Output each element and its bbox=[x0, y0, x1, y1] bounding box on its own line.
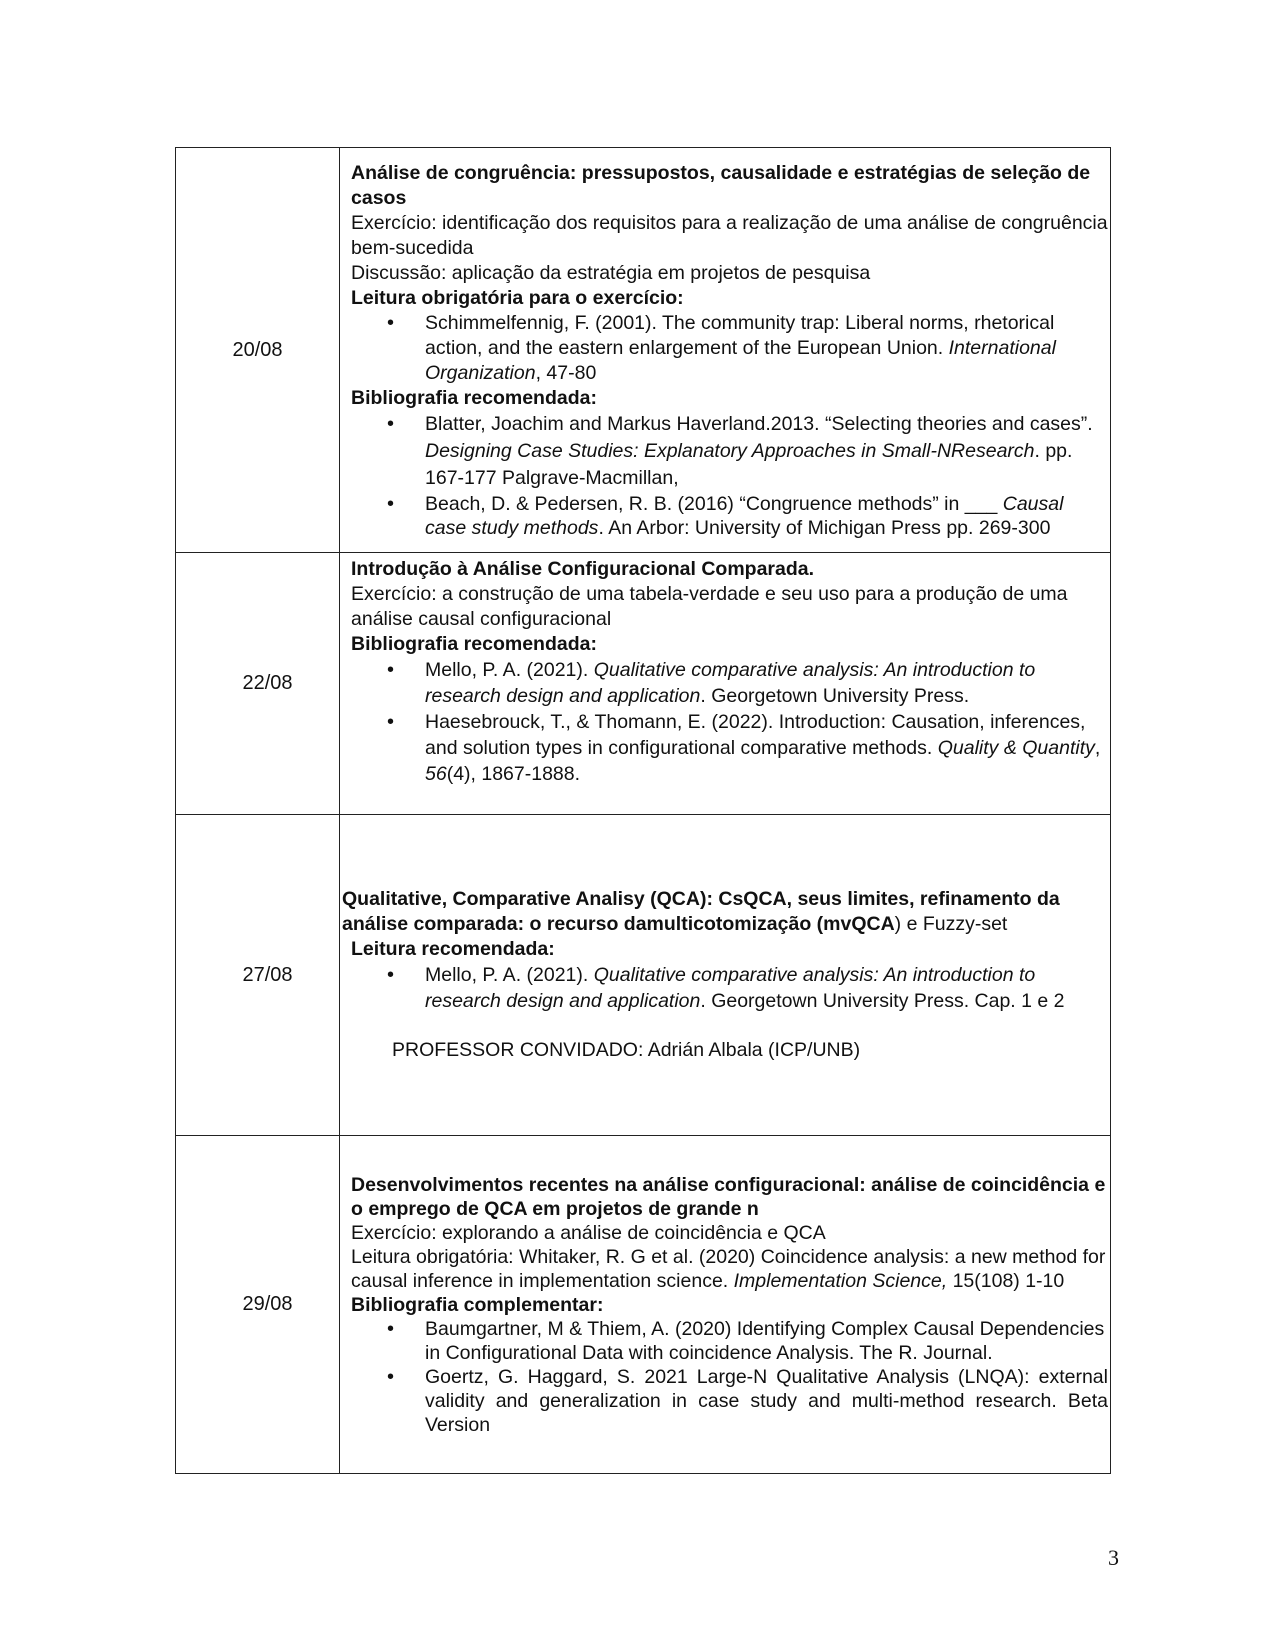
bibliography-list bbox=[351, 657, 1108, 787]
list-item: • Schimmelfennig, F. (2001). The community trap: Liberal norms, rhetorical action, and the eastern enlargement of the European Union. International Organization, 47-80 bbox=[425, 311, 1108, 386]
session-date: 29/08 bbox=[242, 1293, 293, 1315]
bibliography-list bbox=[351, 1317, 1108, 1437]
session-title: Qualitative, Comparative Analisy (QCA): CsQCA, seus limites, refinamento da análise comparada: o recurso damulticotomização (mvQCA) e Fuzzy-set bbox=[342, 888, 1060, 935]
reading-list bbox=[342, 962, 1108, 1014]
date-cell bbox=[176, 815, 340, 1136]
session-date: 20/08 bbox=[232, 338, 283, 361]
list-item: • Mello, P. A. (2021). Qualitative comparative analysis: An introduction to research design and application. Georgetown University Press. Cap. 1 e 2 bbox=[425, 962, 1108, 1014]
list-item: • Blatter, Joachim and Markus Haverland.2013. “Selecting theories and cases”. Designing Case Studies: Explanatory Approaches in Small-NResearch. pp. 167-177 Palgrave-Macmillan, bbox=[425, 411, 1108, 492]
table-row bbox=[176, 1136, 1111, 1474]
exercise-text: Exercício: explorando a análise de coincidência e QCA bbox=[351, 1221, 826, 1244]
content-cell bbox=[340, 148, 1111, 553]
list-item: • Baumgartner, M & Thiem, A. (2020) Identifying Complex Causal Dependencies in Configurational Data with coincidence Analysis. The R. Journal. bbox=[425, 1317, 1108, 1365]
list-item: • Beach, D. & Pedersen, R. B. (2016) “Congruence methods” in ___ Causal case study methods. An Arbor: University of Michigan Press pp. 269-300 bbox=[425, 492, 1108, 540]
list-item: • Haesebrouck, T., & Thomann, E. (2022). Introduction: Causation, inferences, and solution types in configurational comparative methods. Quality & Quantity, 56(4), 1867-1888. bbox=[425, 709, 1108, 787]
page-number: 3 bbox=[1108, 1545, 1119, 1570]
list-item: • Mello, P. A. (2021). Qualitative comparative analysis: An introduction to research design and application. Georgetown University Press. bbox=[425, 657, 1108, 709]
session-date: 22/08 bbox=[242, 672, 293, 694]
bibliography-heading: Bibliografia recomendada: bbox=[351, 633, 597, 655]
session-date: 27/08 bbox=[242, 963, 293, 986]
session-title: Análise de congruência: pressupostos, causalidade e estratégias de seleção de casos bbox=[351, 161, 1091, 209]
reading-heading: Leitura recomendada: bbox=[351, 938, 555, 960]
content-cell bbox=[340, 1136, 1111, 1474]
content-cell bbox=[340, 815, 1111, 1136]
reading-heading: Leitura obrigatória para o exercício: bbox=[351, 286, 684, 309]
date-cell bbox=[176, 553, 340, 815]
list-item: • Goertz, G. Haggard, S. 2021 Large-N Qualitative Analysis (LNQA): external validity and generalization in case study and multi-method research. Beta Version bbox=[425, 1365, 1108, 1437]
exercise-text: Exercício: a construção de uma tabela-verdade e seu uso para a produção de uma análise causal configuracional bbox=[351, 583, 1068, 630]
reading-list bbox=[351, 311, 1108, 386]
bibliography-list bbox=[351, 411, 1108, 540]
guest-professor: PROFESSOR CONVIDADO: Adrián Albala (ICP/UNB) bbox=[392, 1039, 861, 1061]
date-cell bbox=[176, 148, 340, 553]
session-title: Desenvolvimentos recentes na análise configuracional: análise de coincidência e o emprego de QCA em projetos de grande n bbox=[351, 1173, 1106, 1220]
content-cell bbox=[340, 553, 1111, 815]
table-row bbox=[176, 553, 1111, 815]
schedule-table bbox=[175, 147, 1111, 1474]
bibliography-heading: Bibliografia complementar: bbox=[351, 1293, 604, 1316]
date-cell bbox=[176, 1136, 340, 1474]
session-title: Introdução à Análise Configuracional Comparada. bbox=[351, 558, 815, 580]
reading-text: Leitura obrigatória: Whitaker, R. G et al. (2020) Coincidence analysis: a new method for causal inference in implementation science. Implementation Science, 15(108) 1-10 bbox=[351, 1245, 1106, 1292]
table-row bbox=[176, 815, 1111, 1136]
discussion-text: Discussão: aplicação da estratégia em projetos de pesquisa bbox=[351, 261, 871, 284]
exercise-text: Exercício: identificação dos requisitos para a realização de uma análise de congruência bem-sucedida bbox=[351, 211, 1108, 259]
table-row bbox=[176, 148, 1111, 553]
bibliography-heading: Bibliografia recomendada: bbox=[351, 386, 597, 409]
